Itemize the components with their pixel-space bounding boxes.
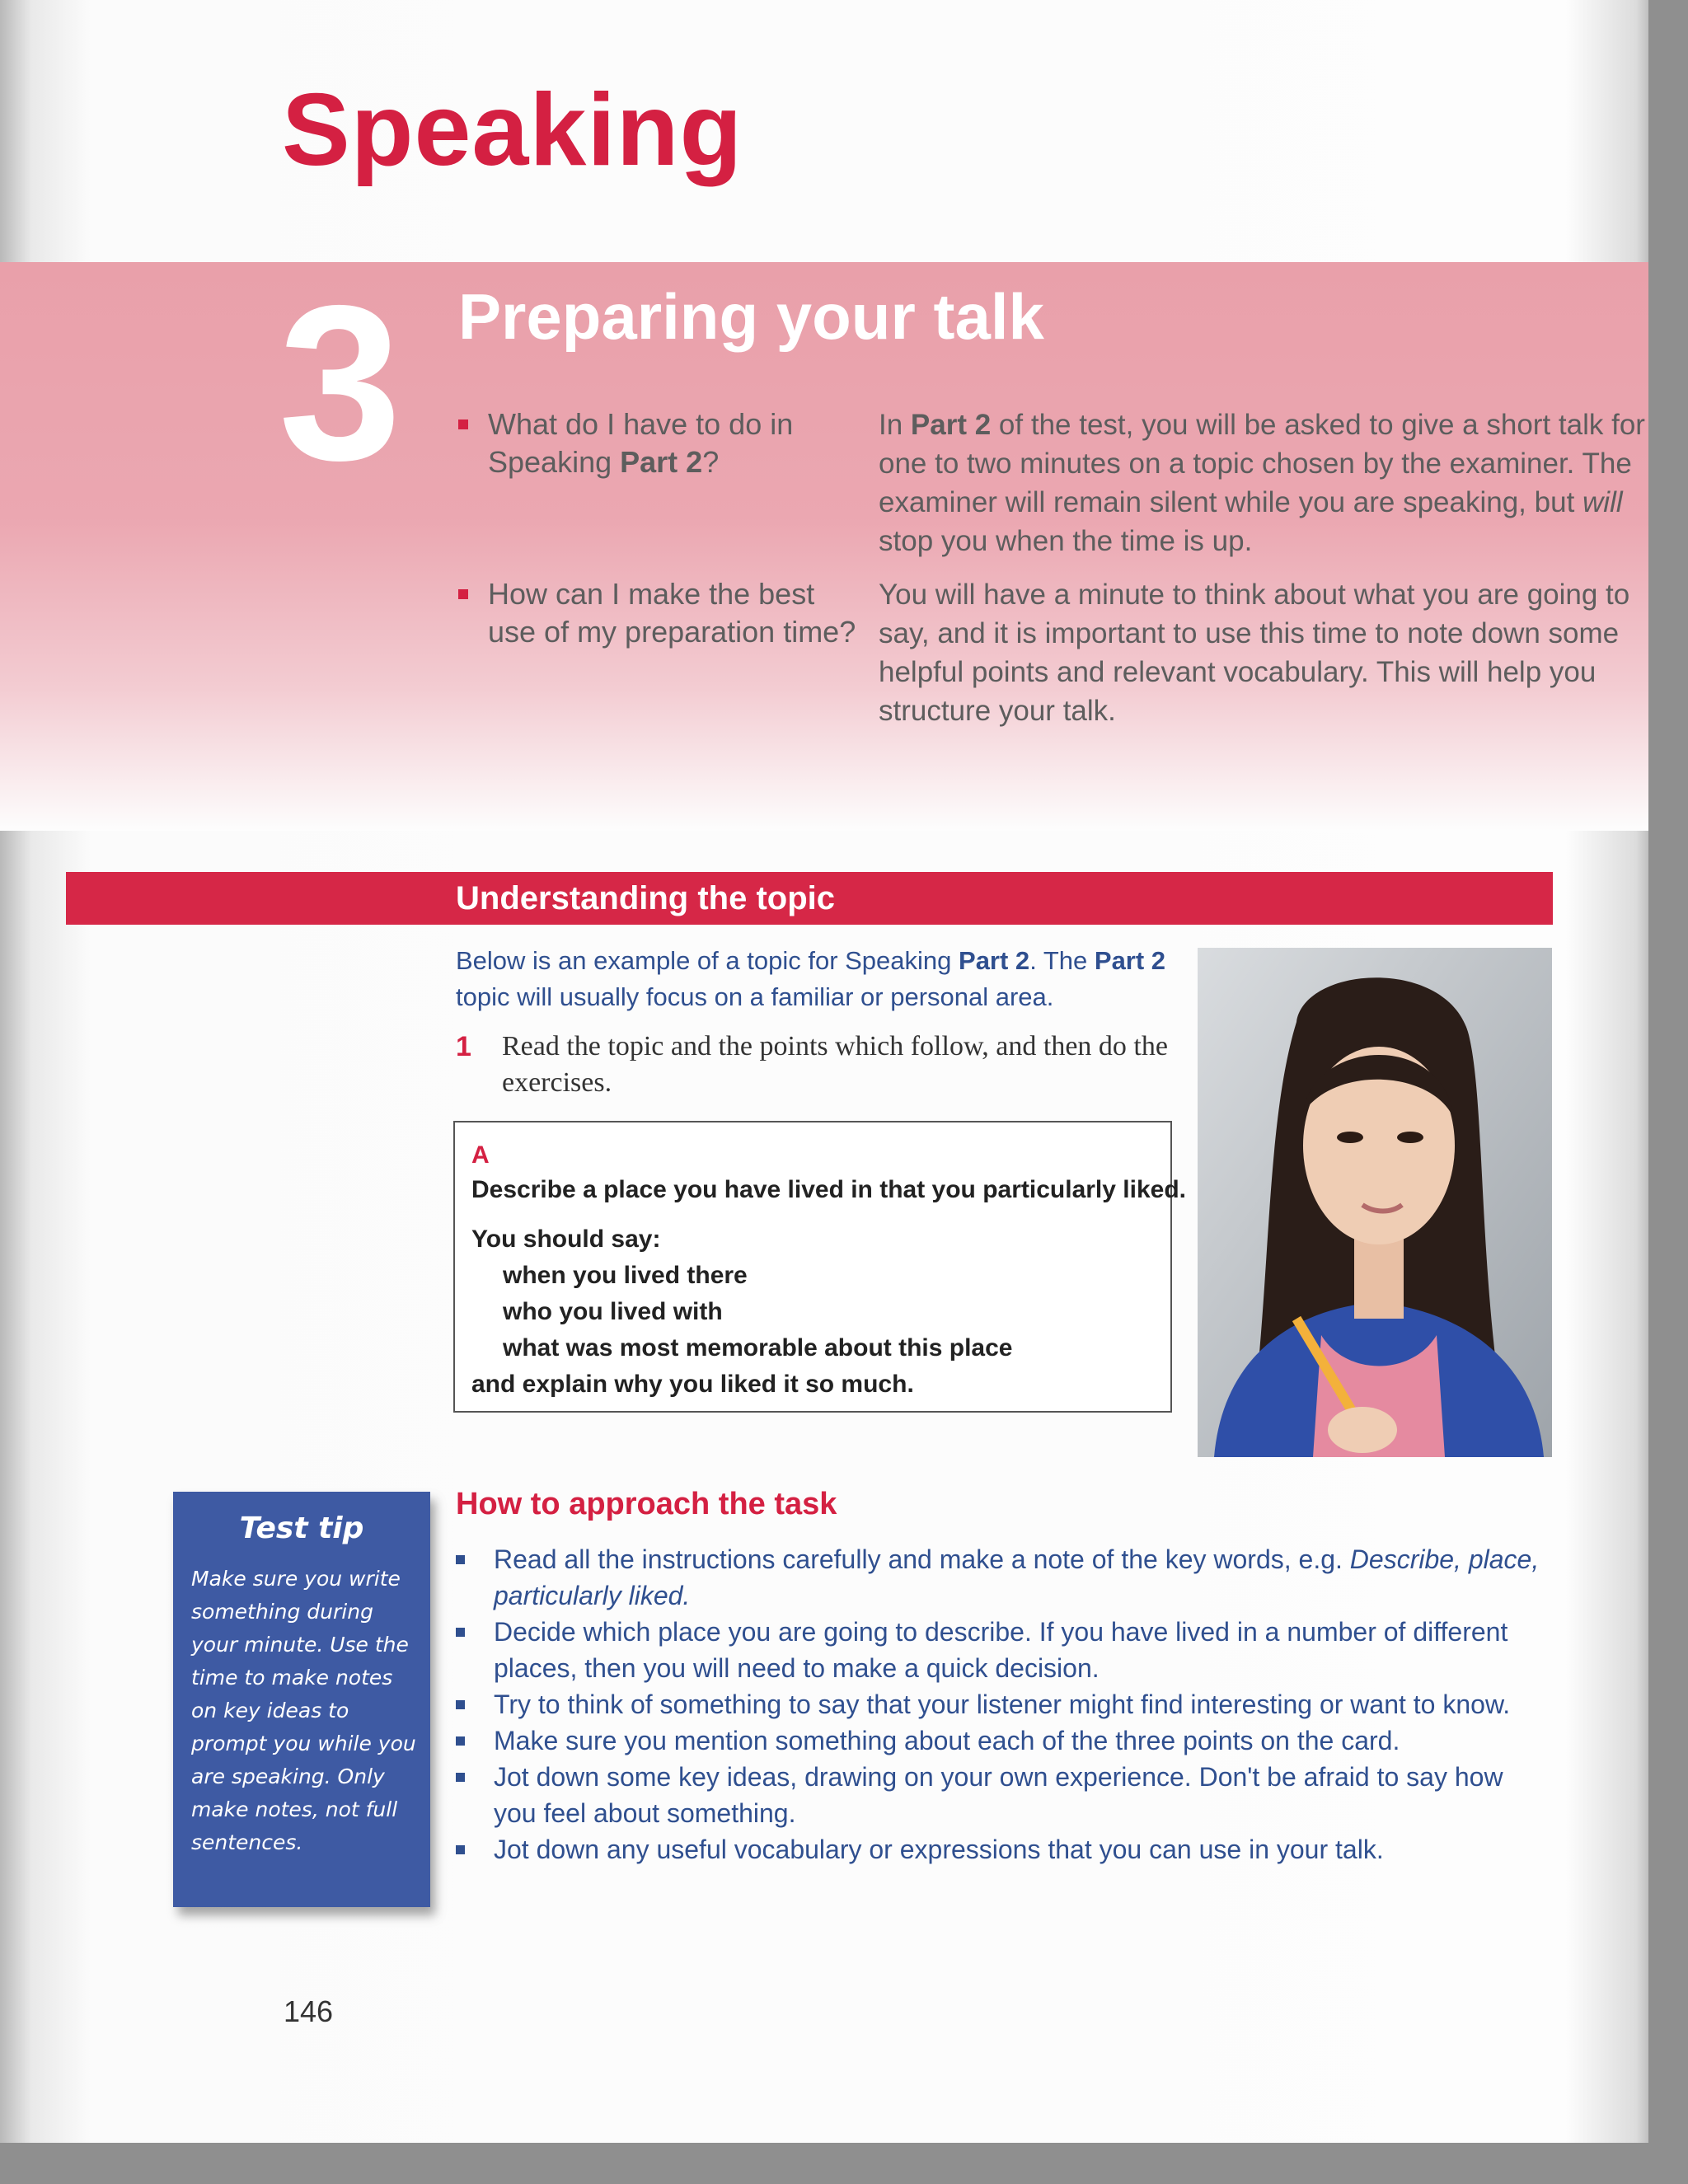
bullet-square-icon [456,1736,465,1746]
list-item: Jot down any useful vocabulary or expressions that you can use in your talk. [456,1831,1552,1868]
section-heading: Understanding the topic [456,880,835,916]
card-letter: A [471,1141,490,1169]
card-point: who you lived with [503,1298,723,1325]
bullet-square-icon [456,1628,465,1637]
section-title: Speaking [282,73,743,187]
card-explain: and explain why you liked it so much. [471,1371,914,1398]
bullet-square-icon [456,1845,465,1854]
exercise-number: 1 [456,1031,471,1062]
card-point: what was most memorable about this place [503,1334,1013,1361]
bullet-square-icon [456,1700,465,1709]
approach-heading: How to approach the task [456,1487,837,1521]
list-item: Jot down some key ideas, drawing on your own experience. Don't be afraid to say how you feel about something. [456,1759,1552,1831]
card-should-say: You should say: [471,1226,661,1253]
page-number: 146 [284,1994,334,2028]
chapter-title: Preparing your talk [458,280,1044,353]
card-point: when you lived there [503,1262,748,1289]
list-item: Try to think of something to say that your listener might find interesting or want to know. [456,1686,1552,1722]
test-tip-text: Make sure you write something during your minute. Use the time to make notes on key ideas to prompt you while you are speaking. Only make notes, not full sentences. [191,1567,416,1854]
topic-card [453,1121,1186,1413]
exercise-text: Read the topic and the points which follow, and then do the exercises. [502,1031,1168,1098]
student-photo [1198,948,1552,1457]
bullet-square-icon [458,589,468,599]
question-item: How can I make the best use of my preparation time? [458,575,859,651]
test-tip-note [173,1492,430,1907]
question-item: What do I have to do in Speaking Part 2? [458,405,859,481]
test-tip-title: Test tip [239,1511,364,1545]
intro-paragraph: In Part 2 of the test, you will be asked to give a short talk for one to two minutes on a topic chosen by the examiner. The examiner will remain silent while you are speaking, but will stop you when the time is up. [879,409,1645,557]
bullet-square-icon [456,1555,465,1564]
card-prompt: Describe a place you have lived in that you particularly liked. [471,1176,1186,1203]
list-item: Make sure you mention something about each of the three points on the card. [456,1722,1552,1759]
list-item: Read all the instructions carefully and make a note of the key words, e.g. Describe, place, particularly liked. [456,1541,1552,1614]
student-thinking-illustration [1198,948,1552,1457]
chapter-number: 3 [279,259,402,506]
exercise-item [456,1029,1181,1101]
list-item: Decide which place you are going to describe. If you have lived in a number of different places, then you will need to make a quick decision. [456,1614,1552,1686]
bullet-square-icon [458,419,468,429]
bullet-square-icon [456,1773,465,1782]
topic-intro: Below is an example of a topic for Speaking Part 2. The Part 2 topic will usually focus on a familiar or personal area. [456,946,1166,1011]
intro-paragraph: You will have a minute to think about what you are going to say, and it is important to use this time to note down some helpful points and relevant vocabulary. This will help you structure your talk. [879,579,1630,727]
approach-list [456,1541,1552,1868]
